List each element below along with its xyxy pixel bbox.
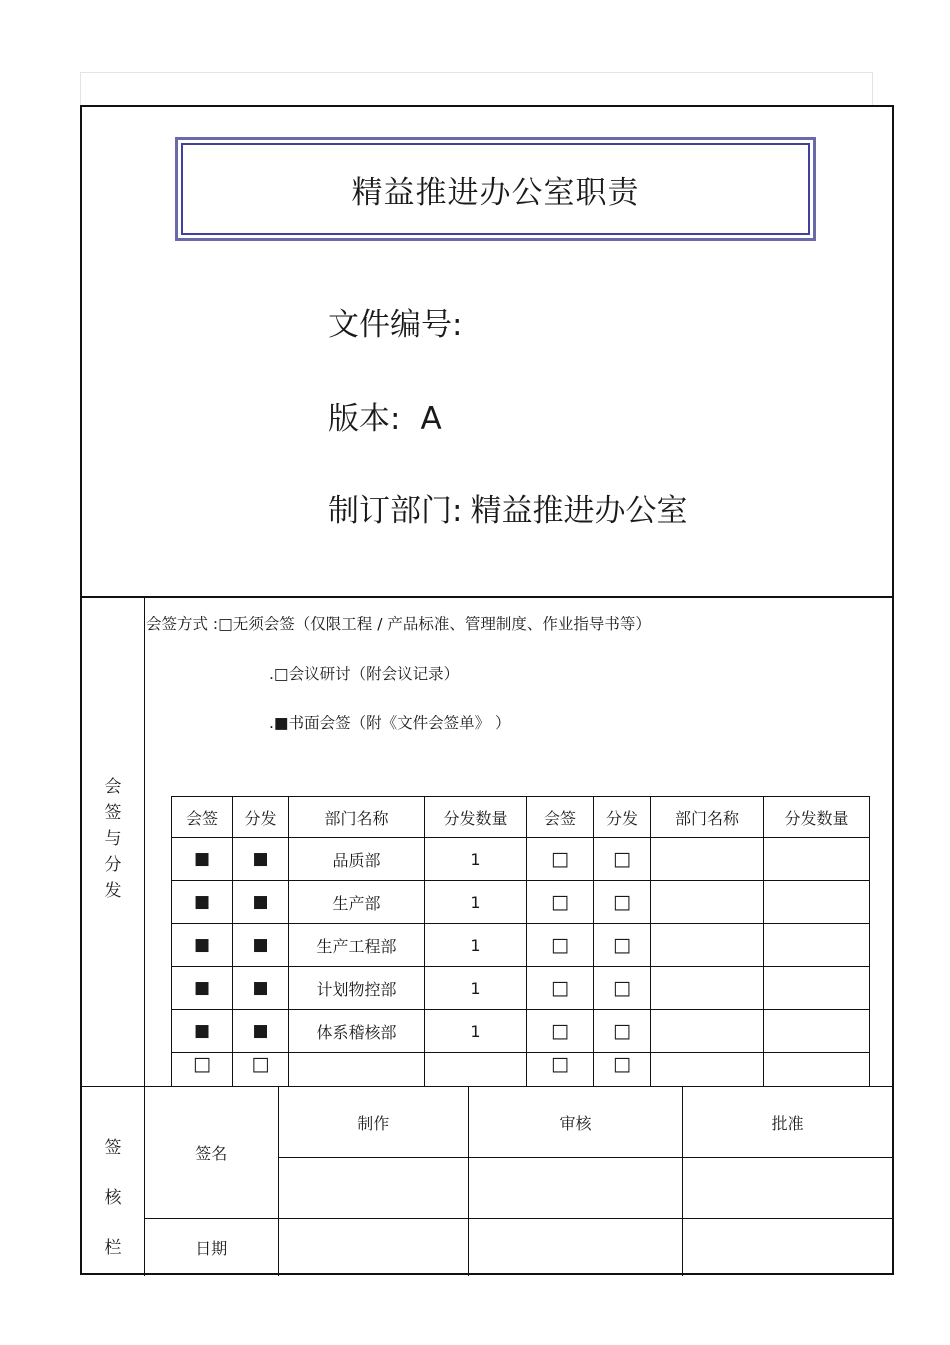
quantity-col-2-cell xyxy=(764,1010,870,1053)
dept-line xyxy=(328,485,687,530)
review-date-cell[interactable] xyxy=(468,1218,682,1276)
countersign-col-2-cell[interactable] xyxy=(527,967,594,1010)
table-row xyxy=(172,967,870,1010)
header-distribute-col: 分发 xyxy=(233,797,289,838)
distribute-col-cell[interactable] xyxy=(233,967,289,1010)
distribute-col-cell[interactable] xyxy=(233,881,289,924)
checked-box-icon[interactable]: ■ xyxy=(252,849,269,869)
countersign-col-2-cell[interactable] xyxy=(527,1053,594,1088)
dept-name-col-2-cell xyxy=(651,1053,764,1088)
approve-date-cell[interactable] xyxy=(683,1218,892,1276)
unchecked-box-icon[interactable]: □ xyxy=(613,1053,631,1075)
document-frame xyxy=(80,105,894,1275)
method-option-written: .■书面会签（附《文件会签单》 ） xyxy=(269,714,511,732)
dept-name-col-2-cell xyxy=(651,1010,764,1053)
doc-number-line xyxy=(328,299,462,344)
header-quantity-col-2: 分发数量 xyxy=(764,797,870,838)
unchecked-box-icon[interactable]: □ xyxy=(613,1020,631,1042)
dept-name-col-cell: 计划物控部 xyxy=(289,967,425,1010)
quantity-col-cell: 1 xyxy=(425,967,527,1010)
version-line xyxy=(328,393,442,438)
approval-label-char-2: 核 xyxy=(104,1188,122,1208)
distribute-col-2-cell[interactable] xyxy=(594,967,651,1010)
document-title: 精益推进办公室职责 xyxy=(351,174,640,211)
header-dept-name-col: 部门名称 xyxy=(289,797,425,838)
unchecked-box-icon[interactable]: □ xyxy=(613,977,631,999)
distribute-col-cell[interactable] xyxy=(233,924,289,967)
make-signature-cell[interactable] xyxy=(278,1157,468,1218)
header-countersign-col-2: 会签 xyxy=(527,797,594,838)
method-option-none: 会签方式 :□无须会签（仅限工程 / 产品标准、管理制度、作业指导书等） xyxy=(146,615,651,633)
dept-label: 制订部门: xyxy=(328,493,463,529)
doc-number-label: 文件编号: xyxy=(328,307,463,343)
countersign-col-2-cell[interactable] xyxy=(527,881,594,924)
approval-side-label xyxy=(82,1087,145,1276)
table-row xyxy=(172,838,870,881)
quantity-col-2-cell xyxy=(764,967,870,1010)
col-make-header: 制作 xyxy=(278,1087,468,1157)
countersign-section xyxy=(82,598,892,1086)
distribute-col-cell[interactable] xyxy=(233,838,289,881)
quantity-col-2-cell xyxy=(764,924,870,967)
countersign-col-2-cell[interactable] xyxy=(527,838,594,881)
distribute-col-2-cell[interactable] xyxy=(594,1053,651,1088)
checked-box-icon[interactable]: ■ xyxy=(252,1021,269,1041)
countersign-label-char: 会 xyxy=(104,777,122,797)
distribute-col-cell[interactable] xyxy=(233,1053,289,1088)
approve-signature-cell[interactable] xyxy=(683,1157,892,1218)
header-countersign-col: 会签 xyxy=(172,797,233,838)
unchecked-box-icon[interactable]: □ xyxy=(613,848,631,870)
signature-label: 签名 xyxy=(145,1087,279,1218)
countersign-col-cell[interactable] xyxy=(172,1053,233,1088)
title-box xyxy=(175,137,816,241)
dept-name-col-2-cell xyxy=(651,967,764,1010)
approval-label-char-3: 栏 xyxy=(104,1238,122,1258)
dept-name-col-2-cell xyxy=(651,924,764,967)
header-quantity-col: 分发数量 xyxy=(425,797,527,838)
quantity-col-cell: 1 xyxy=(425,881,527,924)
checked-box-icon[interactable]: ■ xyxy=(193,978,211,998)
unchecked-box-icon[interactable]: □ xyxy=(193,1053,211,1075)
countersign-col-cell[interactable] xyxy=(172,1010,233,1053)
date-label: 日期 xyxy=(145,1218,279,1276)
countersign-col-cell[interactable] xyxy=(172,924,233,967)
version-label: 版本: xyxy=(328,401,401,437)
countersign-side-label xyxy=(82,598,145,1086)
unchecked-box-icon[interactable]: □ xyxy=(551,891,569,913)
col-approve-header: 批准 xyxy=(683,1087,892,1157)
quantity-col-2-cell xyxy=(764,1053,870,1088)
quantity-col-cell xyxy=(425,1053,527,1088)
countersign-col-2-cell[interactable] xyxy=(527,1010,594,1053)
table-row xyxy=(172,924,870,967)
unchecked-box-icon[interactable]: □ xyxy=(551,1053,569,1075)
header-distribute-col-2: 分发 xyxy=(594,797,651,838)
countersign-label-char: 分 xyxy=(104,855,122,875)
checked-box-icon[interactable]: ■ xyxy=(193,849,211,869)
distribute-col-2-cell[interactable] xyxy=(594,838,651,881)
review-signature-cell[interactable] xyxy=(468,1157,682,1218)
distribute-col-cell[interactable] xyxy=(233,1010,289,1053)
quantity-col-2-cell xyxy=(764,838,870,881)
checked-box-icon[interactable]: ■ xyxy=(252,935,269,955)
checked-box-icon[interactable]: ■ xyxy=(252,892,269,912)
table-row xyxy=(172,1053,870,1088)
approval-section xyxy=(82,1086,892,1276)
countersign-section-label xyxy=(82,774,144,904)
countersign-col-cell[interactable] xyxy=(172,838,233,881)
approval-table xyxy=(144,1087,892,1276)
page-top-strip xyxy=(80,72,873,107)
countersign-label-char: 发 xyxy=(104,881,122,901)
checked-box-icon[interactable]: ■ xyxy=(252,978,269,998)
unchecked-box-icon[interactable]: □ xyxy=(551,1020,569,1042)
header-dept-name-col-2: 部门名称 xyxy=(651,797,764,838)
dept-name-col-cell: 生产部 xyxy=(289,881,425,924)
distribution-table xyxy=(171,796,870,1087)
cover-section xyxy=(82,107,892,598)
distribute-col-2-cell[interactable] xyxy=(594,1010,651,1053)
method-option-meeting: .□会议研讨（附会议记录） xyxy=(269,665,460,683)
quantity-col-cell: 1 xyxy=(425,1010,527,1053)
distribute-col-2-cell[interactable] xyxy=(594,881,651,924)
countersign-col-2-cell[interactable] xyxy=(527,924,594,967)
countersign-col-cell[interactable] xyxy=(172,967,233,1010)
unchecked-box-icon[interactable]: □ xyxy=(613,934,631,956)
unchecked-box-icon[interactable]: □ xyxy=(251,1053,270,1075)
unchecked-box-icon[interactable]: □ xyxy=(613,891,631,913)
unchecked-box-icon[interactable]: □ xyxy=(551,977,569,999)
approval-label-char-1: 签 xyxy=(104,1138,122,1158)
unchecked-box-icon[interactable]: □ xyxy=(551,848,569,870)
quantity-col-cell: 1 xyxy=(425,838,527,881)
distribute-col-2-cell[interactable] xyxy=(594,924,651,967)
countersign-col-cell[interactable] xyxy=(172,881,233,924)
table-row xyxy=(172,1010,870,1053)
countersign-label-char: 与 xyxy=(104,829,122,849)
col-review-header: 审核 xyxy=(468,1087,682,1157)
version-value: A xyxy=(420,401,442,437)
dept-value: 精益推进办公室 xyxy=(470,493,688,529)
quantity-col-2-cell xyxy=(764,881,870,924)
make-date-cell[interactable] xyxy=(278,1218,468,1276)
checked-box-icon[interactable]: ■ xyxy=(193,892,211,912)
dept-name-col-cell xyxy=(289,1053,425,1088)
dept-name-col-2-cell xyxy=(651,838,764,881)
checked-box-icon[interactable]: ■ xyxy=(193,1021,211,1041)
table-header-row xyxy=(172,797,870,838)
dept-name-col-cell: 品质部 xyxy=(289,838,425,881)
dept-name-col-2-cell xyxy=(651,881,764,924)
table-row xyxy=(172,881,870,924)
dept-name-col-cell: 生产工程部 xyxy=(289,924,425,967)
quantity-col-cell: 1 xyxy=(425,924,527,967)
unchecked-box-icon[interactable]: □ xyxy=(551,934,569,956)
checked-box-icon[interactable]: ■ xyxy=(193,935,211,955)
dept-name-col-cell: 体系稽核部 xyxy=(289,1010,425,1053)
countersign-label-char: 签 xyxy=(104,803,122,823)
